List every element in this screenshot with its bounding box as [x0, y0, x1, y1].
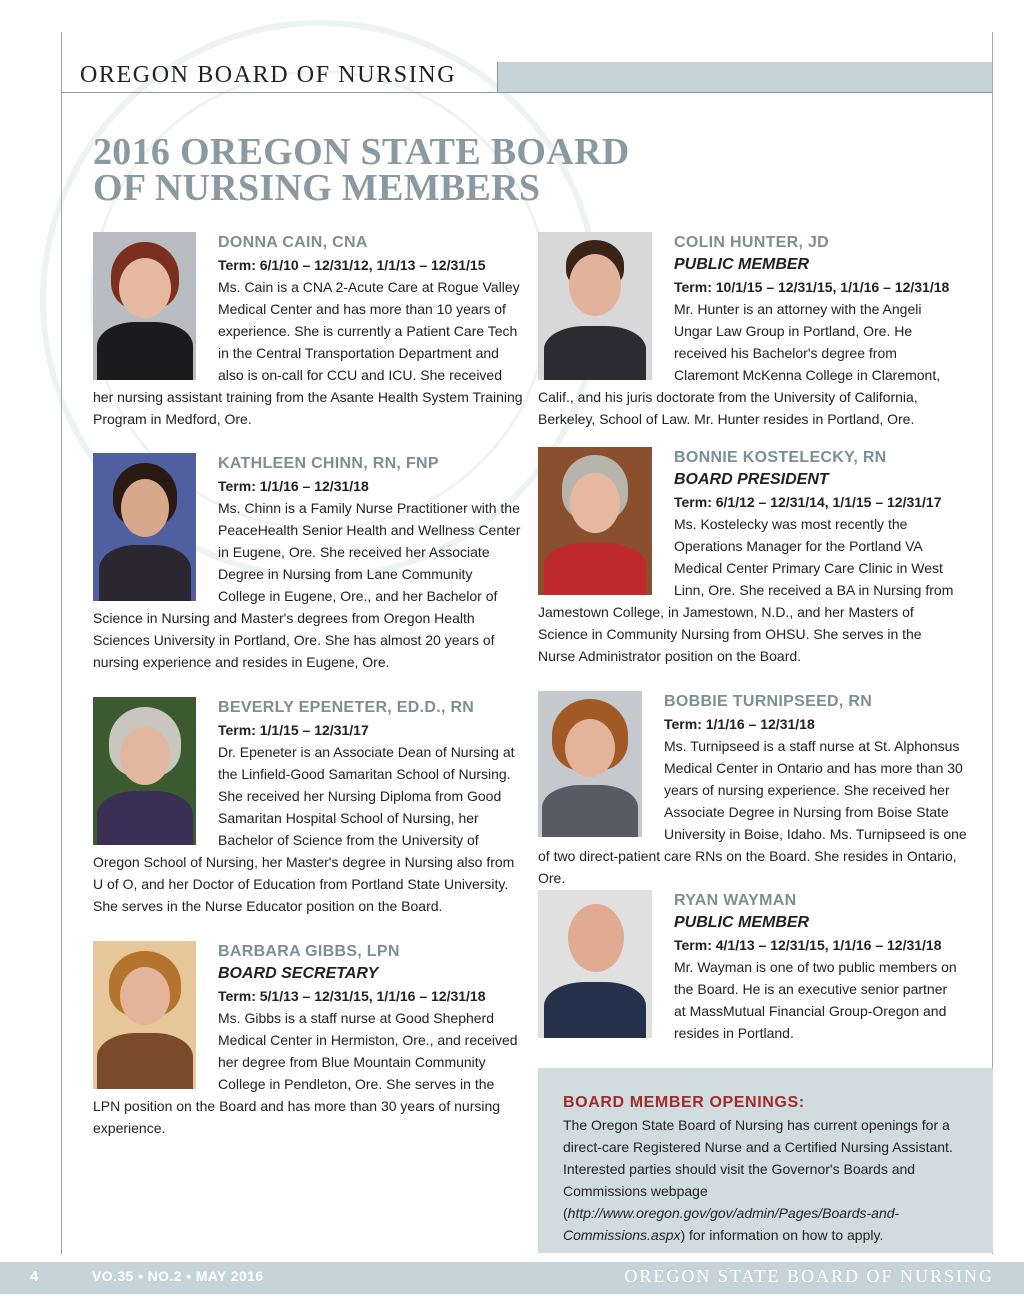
header-accent-band [498, 62, 992, 92]
member-photo [93, 232, 196, 380]
member-name: DONNA CAIN, CNA [218, 234, 368, 251]
member-term: Term: 1/1/15 – 12/31/17 [218, 722, 369, 738]
header-title: OREGON BOARD OF NURSING [80, 62, 457, 88]
member-profile [538, 232, 958, 430]
member-profile [538, 447, 958, 667]
member-name: BOBBIE TURNIPSEED, RN [664, 693, 873, 710]
board-openings-box [538, 1068, 993, 1253]
member-bio: Ms. Kostelecky was most recently the Operations Manager for the Portland VA Medical Center Primary Care Clinic in West Linn, Ore. She received a BA in Nursing from Jamestown College, in Jamestown, N.D., and her Masters of Science in Community Nursing from OHSU. She serves in the Nurse Administrator position on the Board. [538, 516, 954, 664]
header-divider [497, 62, 498, 92]
member-term: Term: 5/1/13 – 12/31/15, 1/1/16 – 12/31/18 [218, 988, 486, 1004]
openings-text [563, 1114, 973, 1246]
member-bio: Ms. Chinn is a Family Nurse Practitioner with the PeaceHealth Senior Health and Wellness Center in Eugene, Ore. She received her Associate Degree in Nursing from Lane Community College in Eugene, Ore., and her Bachelor of Science in Nursing and Master's degrees from Oregon Health Sciences University in Portland, Ore. She has almost 20 years of nursing experience and resides in Eugene, Ore. [93, 500, 521, 670]
member-name: BARBARA GIBBS, LPN [218, 943, 400, 960]
member-photo [93, 941, 196, 1089]
member-term: Term: 6/1/10 – 12/31/12, 1/1/13 – 12/31/15 [218, 257, 486, 273]
member-photo [538, 447, 652, 595]
member-bio: Ms. Gibbs is a staff nurse at Good Shepherd Medical Center in Hermiston, Ore., and received her degree from Blue Mountain Community College in Pendleton, Ore. She serves in the LPN position on the Board and has more than 30 years of nursing experience. [93, 1010, 518, 1136]
member-bio: Mr. Hunter is an attorney with the Angeli Ungar Law Group in Portland, Ore. He received his Bachelor's degree from Claremont McKenna College in Claremont, Calif., and his juris doctorate from the University of California, Berkeley, School of Law. Mr. Hunter resides in Portland, Ore. [538, 301, 941, 427]
member-profile [93, 453, 523, 673]
member-profile [93, 232, 523, 430]
member-name: RYAN WAYMAN [674, 892, 797, 909]
member-profile [538, 691, 968, 889]
member-term: Term: 10/1/15 – 12/31/15, 1/1/16 – 12/31/18 [674, 279, 950, 295]
member-profile [93, 941, 523, 1139]
member-role: BOARD PRESIDENT [674, 471, 829, 488]
member-photo [538, 691, 642, 837]
page-title [93, 131, 630, 209]
openings-text-after: ) for information on how to apply. [680, 1227, 884, 1243]
member-photo [93, 453, 196, 601]
member-name: COLIN HUNTER, JD [674, 234, 830, 251]
member-term: Term: 6/1/12 – 12/31/14, 1/1/15 – 12/31/17 [674, 494, 942, 510]
member-profile [93, 697, 523, 917]
member-bio: Ms. Turnipseed is a staff nurse at St. Alphonsus Medical Center in Ontario and has more than 30 years of nursing experience. She received her Associate Degree in Nursing from Boise State University in Boise, Idaho. Ms. Turnipseed is one of two direct-patient care RNs on the Board. She resides in Ontario, Ore. [538, 738, 967, 886]
header-rule [62, 92, 992, 93]
member-bio: Dr. Epeneter is an Associate Dean of Nursing at the Linfield-Good Samaritan School of Nursing. She received her Nursing Diploma from Good Samaritan Hospital School of Nursing, her Bachelor of Science from the University of Oregon School of Nursing, her Master's degree in Nursing also from U of O, and her Doctor of Education from Portland State University. She serves in the Nurse Educator position on the Board. [93, 744, 515, 914]
member-name: BONNIE KOSTELECKY, RN [674, 449, 887, 466]
member-profile [538, 890, 958, 1044]
page-number: 4 [30, 1268, 39, 1285]
issue-info: VO.35 • NO.2 • MAY 2016 [92, 1268, 264, 1284]
member-term: Term: 1/1/16 – 12/31/18 [664, 716, 815, 732]
member-name: BEVERLY EPENETER, ED.D., RN [218, 699, 475, 716]
member-name: KATHLEEN CHINN, RN, FNP [218, 455, 439, 472]
member-role: PUBLIC MEMBER [674, 256, 810, 273]
member-bio: Mr. Wayman is one of two public members on the Board. He is an executive senior partner at MassMutual Financial Group-Oregon and resides in Portland. [674, 959, 957, 1041]
member-photo [93, 697, 196, 845]
member-photo [538, 232, 652, 380]
page-title-line-2: OF NURSING MEMBERS [93, 167, 541, 209]
member-photo [538, 890, 652, 1038]
member-bio: Ms. Cain is a CNA 2-Acute Care at Rogue Valley Medical Center and has more than 10 years of experience. She is currently a Patient Care Tech in the Central Transportation Department and also is on-call for CCU and ICU. She received her nursing assistant training from the Asante Health System Training Program in Medford, Ore. [93, 279, 523, 427]
member-role: BOARD SECRETARY [218, 965, 379, 982]
left-margin-rule [61, 32, 62, 1254]
page-title-line-1: 2016 OREGON STATE BOARD [93, 131, 630, 173]
openings-url-link[interactable]: http://www.oregon.gov/gov/admin/Pages/Boards-and-Commissions.aspx [563, 1205, 900, 1243]
member-role: PUBLIC MEMBER [674, 914, 810, 931]
member-term: Term: 4/1/13 – 12/31/15, 1/1/16 – 12/31/18 [674, 937, 942, 953]
member-term: Term: 1/1/16 – 12/31/18 [218, 478, 369, 494]
openings-title: BOARD MEMBER OPENINGS: [563, 1094, 805, 1111]
openings-text-before: The Oregon State Board of Nursing has current openings for a direct-care Registered Nurse and a Certified Nursing Assistant. Interested parties should visit the Governor's Boards and Commissions webpage ( [563, 1117, 953, 1221]
footer-org-name: OREGON STATE BOARD OF NURSING [624, 1266, 994, 1286]
